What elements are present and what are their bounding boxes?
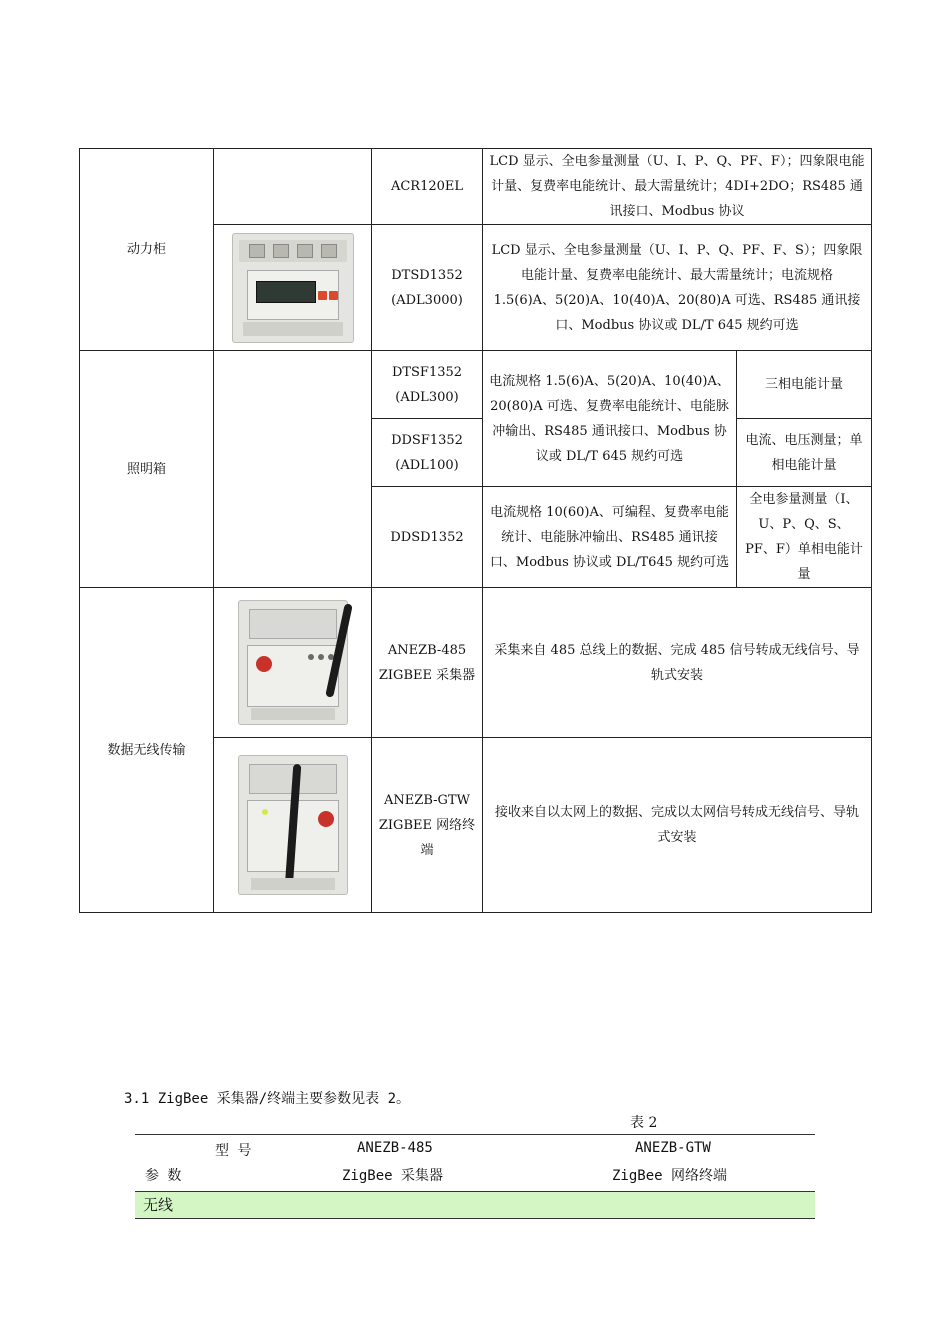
note-cell: 三相电能计量: [737, 351, 872, 419]
model-cell: ANEZB-485 ZIGBEE 采集器: [372, 588, 483, 738]
description-cell: 电流规格 10(60)A、可编程、复费率电能统计、电能脉冲输出、RS485 通讯接口、Modbus 协议或 DL/T645 规约可选: [483, 487, 737, 588]
description-cell: 采集来自 485 总线上的数据、完成 485 信号转成无线信号、导轨式安装: [483, 588, 872, 738]
product-table: [79, 148, 872, 913]
description-cell: 接收来自以太网上的数据、完成以太网信号转成无线信号、导轨式安装: [483, 738, 872, 913]
image-cell: [214, 225, 372, 351]
category-lighting-box: 照明箱: [80, 351, 214, 588]
category-power-cabinet: 动力柜: [80, 149, 214, 351]
model-cell: ACR120EL: [372, 149, 483, 225]
category-wireless: 数据无线传输: [80, 588, 214, 913]
col2-model: ANEZB-GTW: [635, 1140, 711, 1156]
parameter-table-header: [135, 1135, 815, 1192]
section-heading: 3.1 ZigBee 采集器/终端主要参数见表 2。: [124, 1091, 411, 1107]
image-cell: [214, 588, 372, 738]
image-cell-empty: [214, 351, 372, 588]
description-cell: 电流规格 1.5(6)A、5(20)A、10(40)A、20(80)A 可选、复费率电能统计、电能脉冲输出、RS485 通讯接口、Modbus 协议或 DL/T 645 规约可选: [483, 351, 737, 487]
parameter-row-wireless: 无线: [135, 1192, 815, 1219]
col1-model: ANEZB-485: [357, 1140, 433, 1156]
table-caption: 表 2: [630, 1115, 658, 1131]
model-cell: DDSF1352 (ADL100): [372, 419, 483, 487]
model-cell: DDSD1352: [372, 487, 483, 588]
zigbee-gateway-image: [238, 755, 348, 895]
col2-name: ZigBee 网络终端: [612, 1168, 728, 1184]
zigbee-collector-image: [238, 600, 348, 725]
corner-label-model: 型 号: [215, 1143, 252, 1159]
note-cell: 全电参量测量（I、U、P、Q、S、PF、F）单相电能计量: [737, 487, 872, 588]
description-cell: LCD 显示、全电参量测量（U、I、P、Q、PF、F、S）；四象限电能计量、复费率电能统计、最大需量统计；电流规格 1.5(6)A、5(20)A、10(40)A、20(80)A 可选、RS485 通讯接口、Modbus 协议或 DL/T 645 规约可选: [483, 225, 872, 351]
model-cell: ANEZB-GTW ZIGBEE 网络终端: [372, 738, 483, 913]
model-cell: DTSD1352 (ADL3000): [372, 225, 483, 351]
note-cell: 电流、电压测量；单相电能计量: [737, 419, 872, 487]
image-cell: [214, 738, 372, 913]
model-cell: DTSF1352 (ADL300): [372, 351, 483, 419]
parameter-table: [135, 1134, 815, 1219]
col1-name: ZigBee 采集器: [342, 1168, 444, 1184]
description-cell: LCD 显示、全电参量测量（U、I、P、Q、PF、F）；四象限电能计量、复费率电能统计、最大需量统计；4DI+2DO；RS485 通讯接口、Modbus 协议: [483, 149, 872, 225]
image-cell-empty: [214, 149, 372, 225]
meter-device-image: [232, 233, 354, 343]
corner-label-param: 参 数: [145, 1168, 182, 1184]
